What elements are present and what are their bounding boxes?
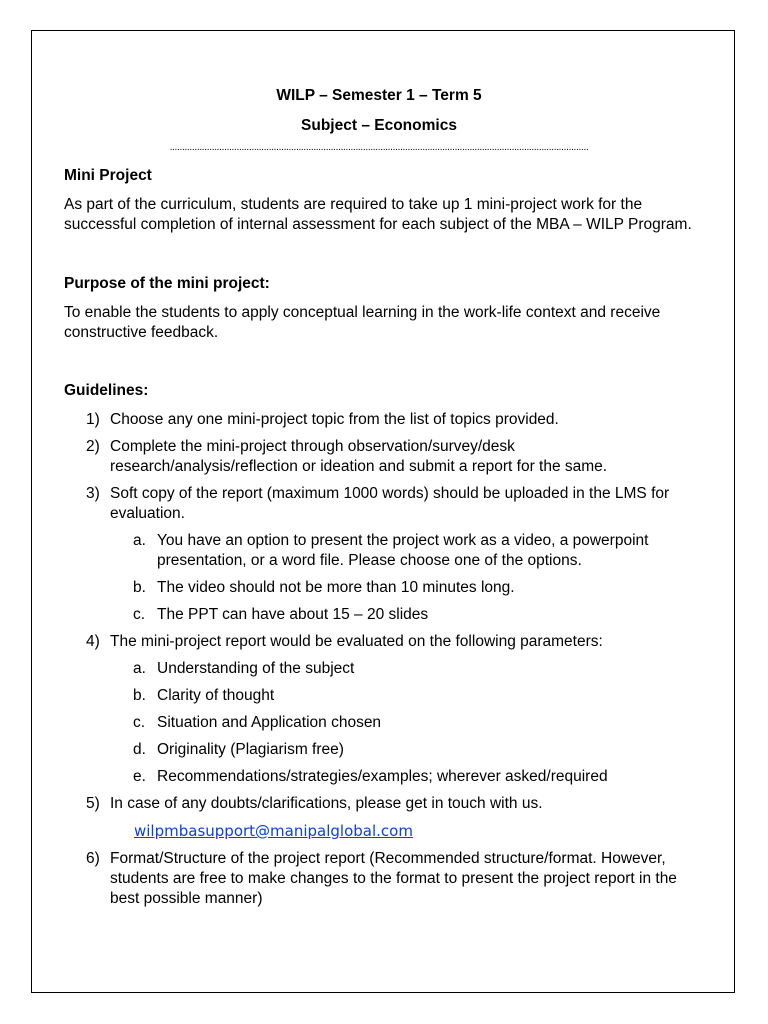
guidelines-list (64, 410, 694, 909)
guideline-item (64, 794, 694, 842)
sub-item-text: You have an option to present the project work as a video, a powerpoint presentation, or a word file. Please choose one of the options. (157, 532, 649, 569)
sub-item-letter: c. (133, 714, 146, 731)
guideline-number: 1) (86, 411, 100, 428)
sub-item (110, 713, 694, 733)
guideline-item (64, 410, 694, 430)
purpose-heading: Purpose of the mini project: (64, 275, 270, 292)
sub-item (110, 740, 694, 760)
sub-item-letter: b. (133, 579, 146, 596)
support-email-link[interactable]: wilpmbasupport@manipalglobal.com (134, 822, 413, 840)
mini-project-text: As part of the curriculum, students are required to take up 1 mini-project work for the successful completion of internal assessment for each subject of the MBA – WILP Program. (64, 196, 692, 233)
sub-item-letter: a. (133, 532, 146, 549)
guideline-number: 4) (86, 633, 100, 650)
dotted-separator: ......................................................................................................................................................................... (169, 142, 589, 153)
sub-item (110, 659, 694, 679)
sub-item-text: The video should not be more than 10 minutes long. (157, 579, 515, 596)
sub-item (110, 686, 694, 706)
sub-item-letter: c. (133, 606, 146, 623)
guideline-number: 3) (86, 485, 100, 502)
sub-item-text: Situation and Application chosen (157, 714, 382, 731)
sub-item-text: Originality (Plagiarism free) (157, 741, 344, 758)
guideline-item (64, 484, 694, 625)
guideline-number: 6) (86, 850, 100, 867)
guideline-text: The mini-project report would be evaluated on the following parameters: (110, 633, 603, 650)
guideline-item (64, 437, 694, 477)
sub-item (110, 605, 694, 625)
sub-item-letter: b. (133, 687, 146, 704)
guideline-text: Complete the mini-project through observation/survey/desk research/analysis/reflection or ideation and submit a report for the same. (110, 438, 608, 475)
sub-item-text: Clarity of thought (157, 687, 275, 704)
mini-project-heading: Mini Project (64, 167, 152, 184)
guideline-text: Soft copy of the report (maximum 1000 words) should be uploaded in the LMS for evaluation. (110, 485, 670, 522)
guideline-number: 5) (86, 795, 100, 812)
guideline-item (64, 849, 694, 909)
document-subject: Subject – Economics (301, 117, 457, 134)
sub-item (110, 767, 694, 787)
sub-item-letter: e. (133, 768, 146, 785)
guideline-text: Choose any one mini-project topic from the list of topics provided. (110, 411, 559, 428)
sub-item-letter: d. (133, 741, 146, 758)
guideline-text: In case of any doubts/clarifications, please get in touch with us. (110, 795, 543, 812)
sub-item-letter: a. (133, 660, 146, 677)
guideline-sublist (110, 659, 694, 787)
sub-item-text: Understanding of the subject (157, 660, 355, 677)
sub-item (110, 531, 694, 571)
guideline-sublist (110, 531, 694, 625)
guideline-number: 2) (86, 438, 100, 455)
purpose-text: To enable the students to apply conceptual learning in the work-life context and receive constructive feedback. (64, 304, 661, 341)
document-title: WILP – Semester 1 – Term 5 (276, 87, 482, 104)
guidelines-heading: Guidelines: (64, 382, 149, 399)
sub-item-text: The PPT can have about 15 – 20 slides (157, 606, 429, 623)
sub-item (110, 578, 694, 598)
document-content (64, 86, 694, 916)
guideline-text: Format/Structure of the project report (Recommended structure/format. However, students are free to make changes to the format to present the project report in the best possible manner) (110, 850, 677, 907)
sub-item-text: Recommendations/strategies/examples; wherever asked/required (157, 768, 608, 785)
guideline-item (64, 632, 694, 787)
